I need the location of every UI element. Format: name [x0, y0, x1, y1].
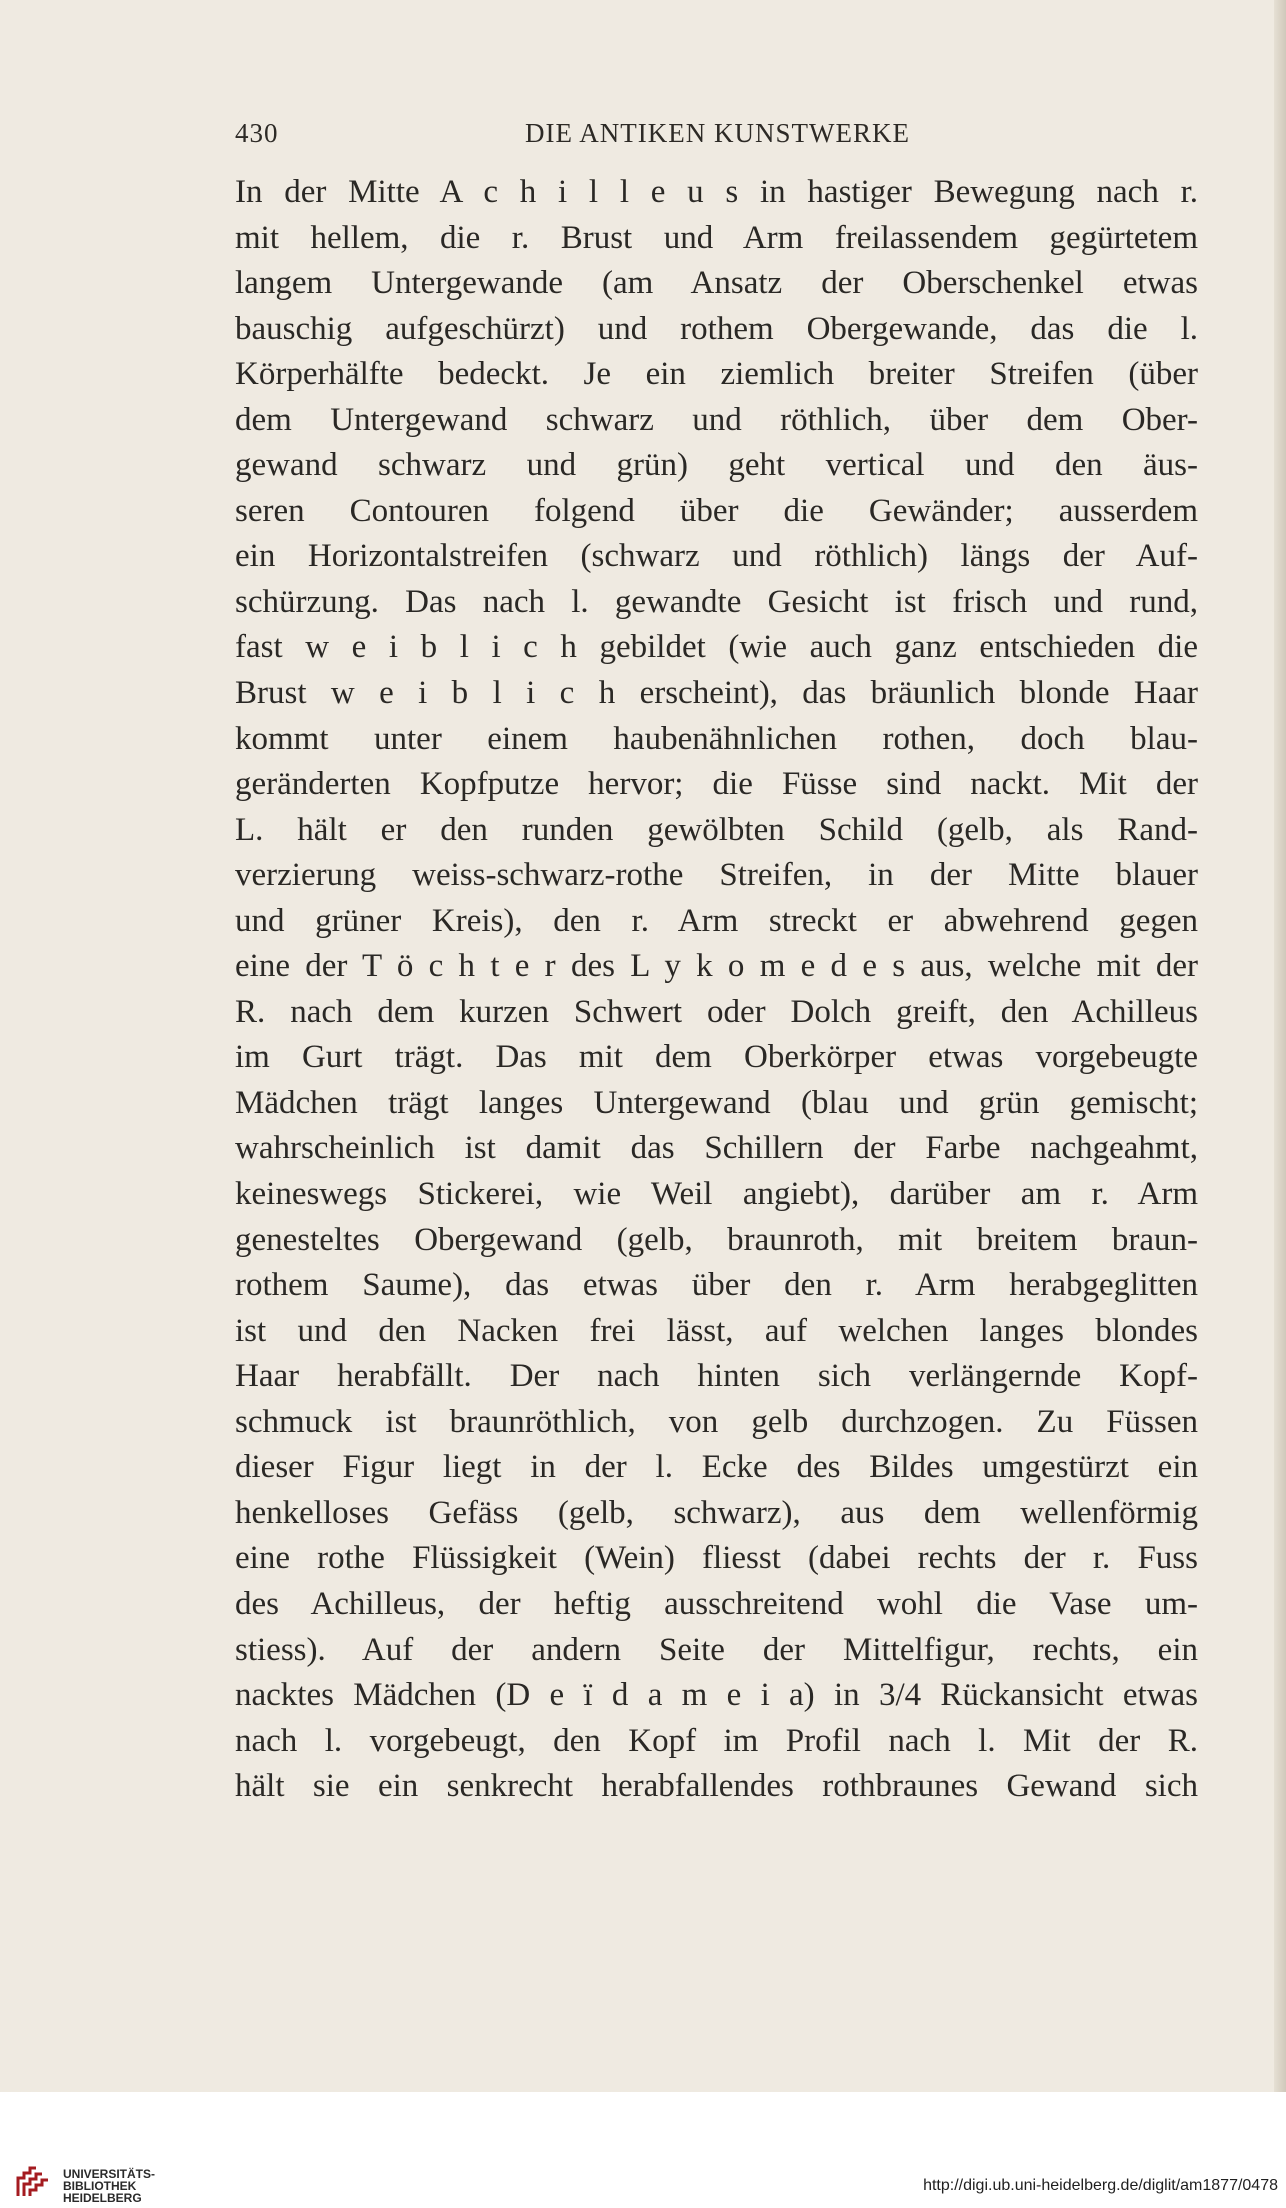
- page-header: [235, 118, 925, 158]
- text-line: schürzung. Das nach l. gewandte Gesicht ist frisch und rund,: [235, 583, 1198, 620]
- text-line: henkelloses Gefäss (gelb, schwarz), aus dem wellenförmig: [235, 1494, 1198, 1531]
- library-logo-icon: [14, 2166, 50, 2200]
- library-name: [63, 2168, 155, 2204]
- body-text: [235, 170, 1198, 1810]
- text-line: und grüner Kreis), den r. Arm streckt er abwehrend gegen: [235, 902, 1198, 939]
- text-line: bauschig aufgeschürzt) und rothem Obergewande, das die l.: [235, 310, 1198, 347]
- source-url-link[interactable]: http://digi.ub.uni-heidelberg.de/diglit/am1877/0478: [923, 2177, 1278, 2194]
- text-line: nacktes Mädchen (D e ï d a m e i a) in 3/4 Rückansicht etwas: [235, 1677, 1198, 1714]
- text-line: rothem Saume), das etwas über den r. Arm herabgeglitten: [235, 1267, 1198, 1304]
- library-name-line: BIBLIOTHEK: [63, 2179, 137, 2193]
- text-line: eine der T ö c h t e r des L y k o m e d e s aus, welche mit der: [235, 948, 1198, 985]
- text-line: R. nach dem kurzen Schwert oder Dolch greift, den Achilleus: [235, 993, 1198, 1030]
- library-logo-mark-icon: [14, 2166, 50, 2200]
- text-line: hält sie ein senkrecht herabfallendes rothbraunes Gewand sich: [235, 1768, 1198, 1805]
- text-line: Haar herabfällt. Der nach hinten sich verlängernde Kopf-: [235, 1358, 1198, 1395]
- text-line: des Achilleus, der heftig ausschreitend wohl die Vase um-: [235, 1585, 1198, 1622]
- text-line: Mädchen trägt langes Untergewand (blau und grün gemischt;: [235, 1084, 1198, 1121]
- text-line: L. hält er den runden gewölbten Schild (gelb, als Rand-: [235, 811, 1198, 848]
- text-line: fast w e i b l i c h gebildet (wie auch ganz entschieden die: [235, 629, 1198, 666]
- text-line: kommt unter einem haubenähnlichen rothen, doch blau-: [235, 720, 1198, 757]
- text-line: eine rothe Flüssigkeit (Wein) fliesst (dabei rechts der r. Fuss: [235, 1540, 1198, 1577]
- text-line: nach l. vorgebeugt, den Kopf im Profil nach l. Mit der R.: [235, 1722, 1198, 1759]
- page-edge: [1274, 0, 1286, 2092]
- text-line: genesteltes Obergewand (gelb, braunroth, mit breitem braun-: [235, 1221, 1198, 1258]
- text-line: im Gurt trägt. Das mit dem Oberkörper etwas vorgebeugte: [235, 1039, 1198, 1076]
- text-line: Brust w e i b l i c h erscheint), das bräunlich blonde Haar: [235, 675, 1198, 712]
- text-line: Körperhälfte bedeckt. Je ein ziemlich breiter Streifen (über: [235, 356, 1198, 393]
- text-line: dieser Figur liegt in der l. Ecke des Bildes umgestürzt ein: [235, 1449, 1198, 1486]
- text-line: dem Untergewand schwarz und röthlich, über dem Ober-: [235, 401, 1198, 438]
- running-title: DIE ANTIKEN KUNSTWERKE: [525, 118, 910, 148]
- text-line: keineswegs Stickerei, wie Weil angiebt), darüber am r. Arm: [235, 1176, 1198, 1213]
- text-line: gewand schwarz und grün) geht vertical und den äus-: [235, 447, 1198, 484]
- text-line: langem Untergewande (am Ansatz der Oberschenkel etwas: [235, 265, 1198, 302]
- text-line: mit hellem, die r. Brust und Arm freilassendem gegürtetem: [235, 219, 1198, 256]
- text-line: wahrscheinlich ist damit das Schillern der Farbe nachgeahmt,: [235, 1130, 1198, 1167]
- library-name-line: UNIVERSITÄTS-: [63, 2167, 156, 2181]
- library-name-line: HEIDELBERG: [63, 2191, 142, 2205]
- text-line: verzierung weiss-schwarz-rothe Streifen, in der Mitte blauer: [235, 857, 1198, 894]
- text-line: stiess). Auf der andern Seite der Mittelfigur, rechts, ein: [235, 1631, 1198, 1668]
- text-line: In der Mitte A c h i l l e u s in hastiger Bewegung nach r.: [235, 174, 1198, 210]
- text-line: schmuck ist braunröthlich, von gelb durchzogen. Zu Füssen: [235, 1403, 1198, 1440]
- page-number: 430: [235, 118, 279, 148]
- text-line: geränderten Kopfputze hervor; die Füsse sind nackt. Mit der: [235, 766, 1198, 803]
- text-line: seren Contouren folgend über die Gewänder; ausserdem: [235, 492, 1198, 529]
- text-line: ein Horizontalstreifen (schwarz und röthlich) längs der Auf-: [235, 538, 1198, 575]
- text-line: ist und den Nacken frei lässt, auf welchen langes blondes: [235, 1312, 1198, 1349]
